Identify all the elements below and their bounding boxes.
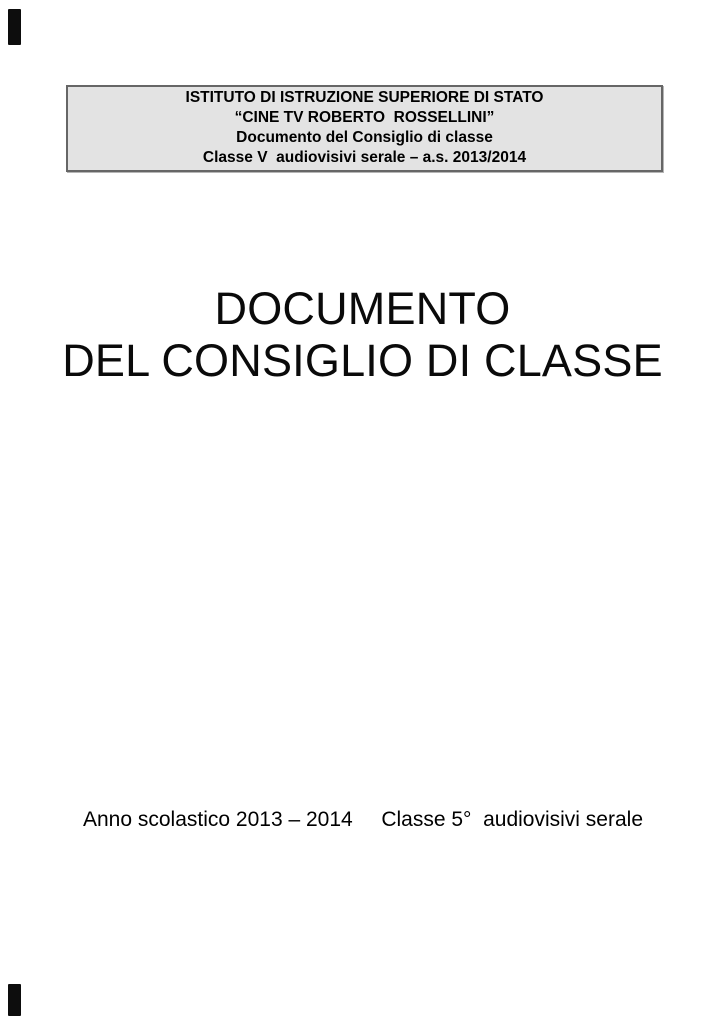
document-title-line2: DEL CONSIGLIO DI CLASSE (62, 335, 663, 386)
document-type: Documento del Consiglio di classe (236, 129, 493, 146)
scan-artifact-bottom-left (8, 984, 21, 1016)
scan-artifact-top-left (8, 9, 21, 45)
class-label: Classe 5° audiovisivi serale (381, 808, 643, 831)
school-name: “CINE TV ROBERTO ROSSELLINI” (234, 109, 495, 126)
school-year-label: Anno scolastico 2013 – 2014 (83, 808, 353, 831)
document-title-line1: DOCUMENTO (214, 283, 511, 334)
document-title (0, 283, 725, 387)
institute-name: ISTITUTO DI ISTRUZIONE SUPERIORE DI STATO (185, 89, 544, 106)
school-header-box (66, 85, 663, 172)
footer-line (83, 806, 643, 834)
class-and-year: Classe V audiovisivi serale – a.s. 2013/2014 (202, 149, 527, 166)
